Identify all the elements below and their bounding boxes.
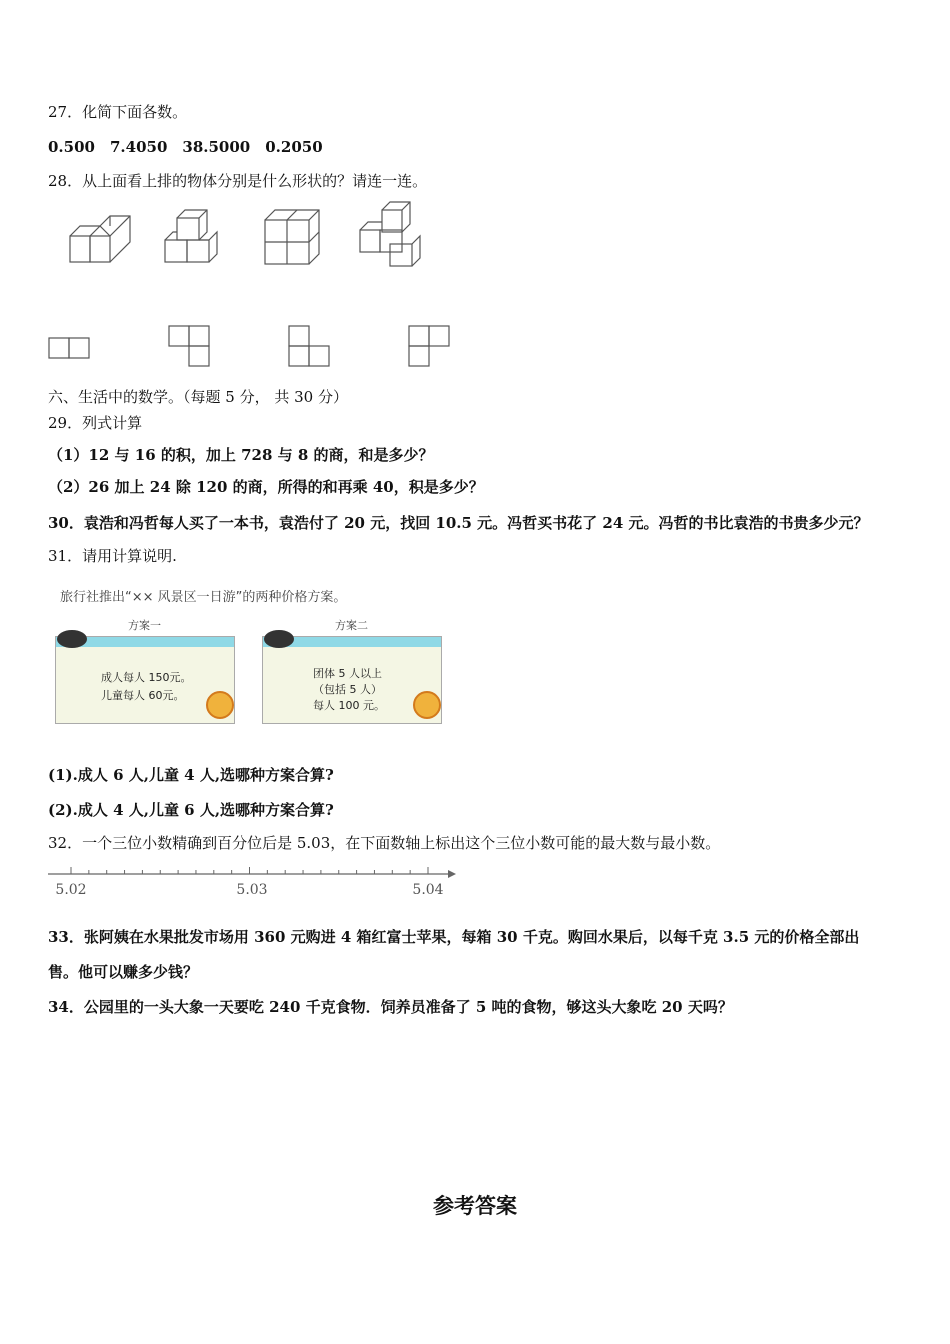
q31-caption: 旅行社推出“×× 风景区一日游”的两种价格方案。 [60, 590, 347, 605]
cube-figure-1 [70, 216, 130, 262]
cube-figure-4 [360, 202, 420, 266]
number-line-label-5.04: 5.04 [412, 882, 444, 898]
answers-title: 参考答案 [433, 1193, 517, 1218]
q29-part2: （2）26 加上 24 除 120 的商，所得的和再乘 40，积是多少？ [48, 478, 484, 496]
plan1-label: 方案一 [128, 619, 161, 632]
plan1-card [55, 619, 235, 724]
cube-figures [60, 200, 440, 275]
q32-text: 32．一个三位小数精确到百分位后是 5.03，在下面数轴上标出这个三位小数可能的最大数与最小数。 [48, 834, 721, 852]
top-view-3 [289, 326, 329, 366]
q33-line2: 售。他可以赚多少钱？ [48, 963, 199, 981]
q31-title: 31．请用计算说明. [48, 547, 177, 565]
number-line[interactable] [40, 866, 460, 900]
q27-numbers: 0.500 7.4050 38.5000 0.2050 [48, 138, 323, 156]
plan1-whale-icon [57, 630, 87, 648]
top-view-1 [49, 338, 89, 358]
q30-text: 30．袁浩和冯哲每人买了一本书，袁浩付了 20 元，找回 10.5 元。冯哲买书花了 24 元。冯哲的书比袁浩的书贵多少元？ [48, 514, 869, 532]
number-line-label-5.02: 5.02 [55, 882, 87, 898]
plan2-line2: （包括 5 人） [313, 683, 382, 696]
top-view-figures [45, 322, 465, 374]
q27-title: 27．化简下面各数。 [48, 103, 188, 121]
section6-title: 六、生活中的数学。（每题 5 分， 共 30 分） [48, 388, 348, 406]
top-view-4 [409, 326, 449, 366]
plan1-line1: 成人每人 150元。 [101, 671, 192, 684]
plan2-line1: 团体 5 人以上 [313, 667, 382, 680]
q33-line1: 33．张阿姨在水果批发市场用 360 元购进 4 箱红富士苹果，每箱 30 千克。购回水果后，以每千克 3.5 元的价格全部出 [48, 928, 860, 946]
q29-part1: （1）12 与 16 的积，加上 728 与 8 的商，和是多少？ [48, 446, 434, 464]
plan1-lion-icon [206, 691, 234, 719]
top-view-2 [169, 326, 209, 366]
plan2-whale-icon [264, 630, 294, 648]
cube-figure-3 [265, 210, 319, 264]
plan2-label: 方案二 [335, 619, 368, 632]
q34-text: 34．公园里的一头大象一天要吃 240 千克食物．饲养员准备了 5 吨的食物，够这头大象吃 20 天吗？ [48, 998, 733, 1016]
number-line-label-5.03: 5.03 [236, 882, 268, 898]
q31-sub2: (2).成人 4 人,儿童 6 人,选哪种方案合算? [48, 801, 334, 819]
plan2-line3: 每人 100 元。 [313, 699, 385, 712]
cube-figure-2 [165, 210, 217, 262]
plan1-line2: 儿童每人 60元。 [101, 689, 185, 702]
q28-title: 28．从上面看上排的物体分别是什么形状的？请连一连。 [48, 172, 428, 190]
plan2-lion-icon [413, 691, 441, 719]
q31-sub1: (1).成人 6 人,儿童 4 人,选哪种方案合算? [48, 766, 334, 784]
plan2-card [262, 619, 442, 724]
q29-title: 29．列式计算 [48, 414, 143, 432]
